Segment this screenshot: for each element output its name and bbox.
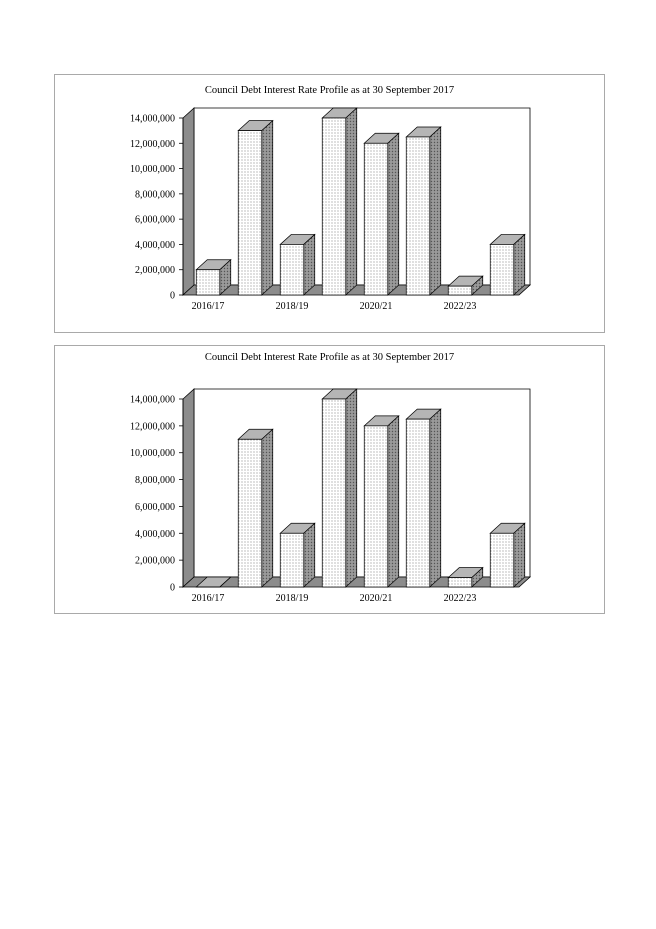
y-tick-label: 12,000,000 — [130, 421, 175, 433]
x-tick-label: 2022/23 — [443, 593, 477, 604]
bar-2018/19 — [280, 234, 315, 295]
bar-2020/21 — [364, 416, 399, 587]
bar-2018/19 — [280, 523, 315, 587]
y-tick-label: 0 — [170, 582, 175, 594]
bar-2019/20 — [322, 108, 357, 295]
y-tick-label: 0 — [170, 290, 175, 302]
x-tick-label: 2016/17 — [191, 593, 225, 604]
y-tick-label: 2,000,000 — [135, 555, 175, 567]
chart-title: Council Debt Interest Rate Profile as at 30 September 2017 — [204, 85, 455, 96]
chart-side-wall — [183, 389, 194, 587]
x-tick-label: 2018/19 — [275, 593, 309, 604]
bar-2023/24 — [490, 234, 525, 295]
bar-chart-1 — [55, 75, 606, 334]
bar-2017/18 — [238, 121, 273, 295]
bar-2016/17 — [196, 260, 231, 295]
y-tick-label: 6,000,000 — [135, 214, 175, 226]
x-tick-label: 2020/21 — [359, 301, 393, 312]
x-tick-label: 2022/23 — [443, 301, 477, 312]
y-tick-label: 10,000,000 — [130, 164, 175, 176]
chart-panel-2 — [54, 345, 605, 614]
y-tick-label: 6,000,000 — [135, 501, 175, 513]
chart-side-wall — [183, 108, 194, 295]
y-tick-label: 2,000,000 — [135, 265, 175, 277]
y-tick-label: 14,000,000 — [130, 113, 175, 125]
x-tick-label: 2020/21 — [359, 593, 393, 604]
bar-2021/22 — [406, 409, 441, 587]
y-tick-label: 4,000,000 — [135, 239, 175, 251]
x-tick-label: 2018/19 — [275, 301, 309, 312]
y-tick-label: 8,000,000 — [135, 475, 175, 487]
x-tick-label: 2016/17 — [191, 301, 225, 312]
y-tick-label: 12,000,000 — [130, 138, 175, 150]
chart-panel-1 — [54, 74, 605, 333]
y-tick-label: 10,000,000 — [130, 448, 175, 460]
bar-chart-2 — [55, 346, 606, 615]
chart-title: Council Debt Interest Rate Profile as at 30 September 2017 — [204, 352, 455, 363]
bar-2023/24 — [490, 523, 525, 587]
bar-2020/21 — [364, 133, 399, 295]
bar-2021/22 — [406, 127, 441, 295]
y-tick-label: 4,000,000 — [135, 528, 175, 540]
bar-2017/18 — [238, 429, 273, 587]
bar-2019/20 — [322, 389, 357, 587]
y-tick-label: 8,000,000 — [135, 189, 175, 201]
y-tick-label: 14,000,000 — [130, 394, 175, 406]
